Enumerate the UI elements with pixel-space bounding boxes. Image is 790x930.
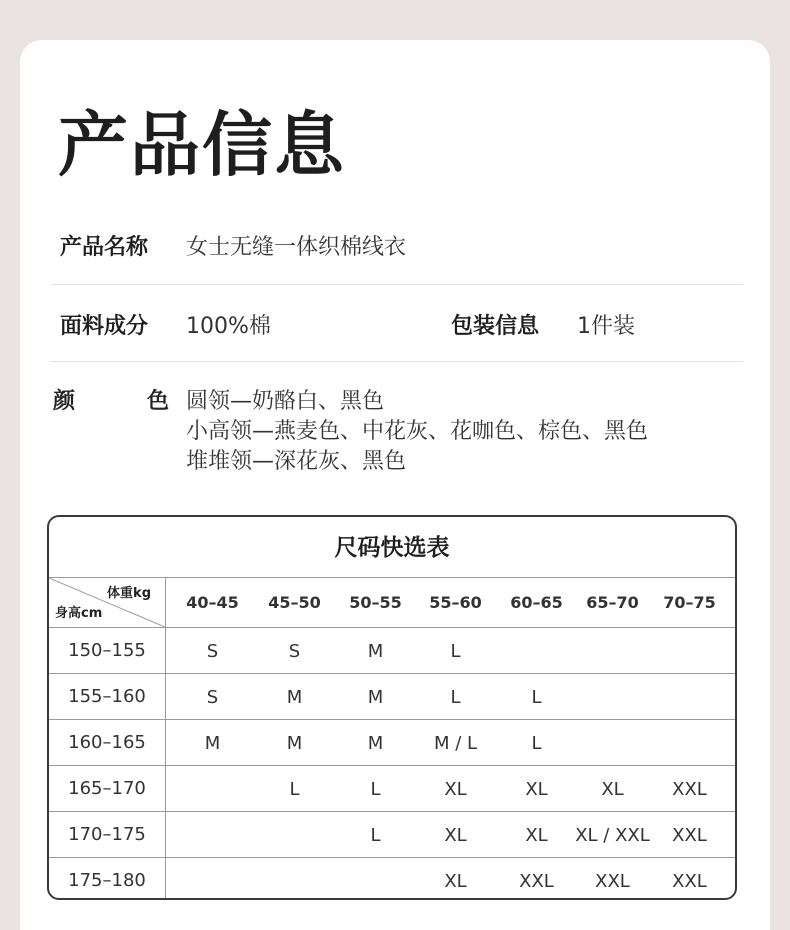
size-cell: L [370, 779, 381, 800]
product-name-value-wrap [186, 233, 406, 263]
fabric-value: 100%棉 [186, 314, 271, 339]
product-name-label: 产品名称 [60, 235, 149, 260]
size-cell: L [450, 687, 461, 708]
size-cell: L [531, 687, 542, 708]
size-row [49, 720, 735, 766]
height-range: 170–175 [49, 812, 166, 857]
size-cell: XL [525, 779, 548, 800]
size-cell: XXL [595, 871, 630, 892]
weight-column-header: 65–70 [586, 593, 639, 612]
size-cell: XXL [672, 825, 707, 846]
size-cell: L [450, 641, 461, 662]
color-label-first-char: 颜 [53, 389, 76, 414]
size-cell: M / L [433, 733, 478, 754]
size-cell: L [289, 779, 300, 800]
height-range: 160–165 [49, 720, 166, 765]
size-cell: S [288, 641, 301, 662]
fabric-label-wrap [60, 312, 148, 342]
size-cell [651, 674, 728, 719]
package-value: 1件装 [577, 314, 635, 339]
size-cell: S [206, 641, 219, 662]
size-chart [47, 515, 737, 900]
size-cell: XL [525, 825, 548, 846]
weight-column-header: 55–60 [429, 593, 482, 612]
weight-column-header: 70–75 [663, 593, 716, 612]
height-range: 155–160 [49, 674, 166, 719]
product-name-value: 女士无缝一体织棉线衣 [186, 235, 407, 260]
size-row [49, 674, 735, 720]
package-label-wrap [451, 312, 539, 342]
size-cell: XXL [672, 871, 707, 892]
size-cell [565, 674, 660, 719]
size-cell: XL [444, 825, 467, 846]
size-cell: XXL [672, 779, 707, 800]
color-label-second-char: 色 [147, 389, 170, 414]
size-cell: XXL [519, 871, 554, 892]
size-row [49, 812, 735, 858]
size-cell: S [206, 687, 219, 708]
size-cell [498, 628, 575, 673]
size-cell [256, 812, 333, 857]
size-chart-header-row [49, 578, 735, 628]
color-line-turtle-neck: 堆堆领—深花灰、黑色 [186, 449, 407, 474]
product-name-label-wrap [60, 233, 148, 263]
size-cell: L [370, 825, 381, 846]
size-cell: M [286, 733, 303, 754]
size-cell: XL [444, 779, 467, 800]
size-cell [565, 720, 660, 765]
fabric-value-wrap [186, 312, 271, 342]
divider [50, 284, 743, 285]
size-cell: M [286, 687, 303, 708]
weight-column-header: 50–55 [349, 593, 402, 612]
weight-column-header: 45–50 [268, 593, 321, 612]
size-cell: M [367, 687, 384, 708]
size-cell [565, 628, 660, 673]
weight-column-header: 60–65 [510, 593, 563, 612]
size-cell: M [367, 733, 384, 754]
size-cell: L [531, 733, 542, 754]
color-line-high-neck: 小高领—燕麦色、中花灰、花咖色、棕色、黑色 [186, 419, 649, 444]
size-cell: XL [601, 779, 624, 800]
weight-axis-label: 体重kg [107, 586, 151, 601]
size-row [49, 628, 735, 674]
weight-column-header: 40–45 [186, 593, 239, 612]
height-range: 175–180 [49, 858, 166, 900]
size-cell: M [367, 641, 384, 662]
package-value-wrap [577, 312, 635, 342]
size-cell: M [204, 733, 221, 754]
size-cell: XL / XXL [575, 825, 650, 846]
color-options [186, 387, 648, 477]
size-cell [174, 812, 251, 857]
size-chart-title: 尺码快选表 [49, 517, 735, 578]
size-cell [256, 858, 333, 900]
size-row [49, 858, 735, 900]
size-cell [651, 628, 728, 673]
height-axis-label: 身高cm [55, 606, 103, 621]
size-cell [651, 720, 728, 765]
divider [50, 361, 743, 362]
height-range: 150–155 [49, 628, 166, 673]
page-title: 产品信息 [58, 104, 346, 186]
size-row [49, 766, 735, 812]
size-cell: XL [444, 871, 467, 892]
color-line-round-neck: 圆领—奶酪白、黑色 [186, 389, 385, 414]
size-cell [337, 858, 414, 900]
size-cell [174, 858, 251, 900]
size-cell [174, 766, 251, 811]
corner-cell [49, 578, 166, 627]
fabric-label: 面料成分 [60, 314, 149, 339]
height-range: 165–170 [49, 766, 166, 811]
package-label: 包装信息 [451, 314, 540, 339]
